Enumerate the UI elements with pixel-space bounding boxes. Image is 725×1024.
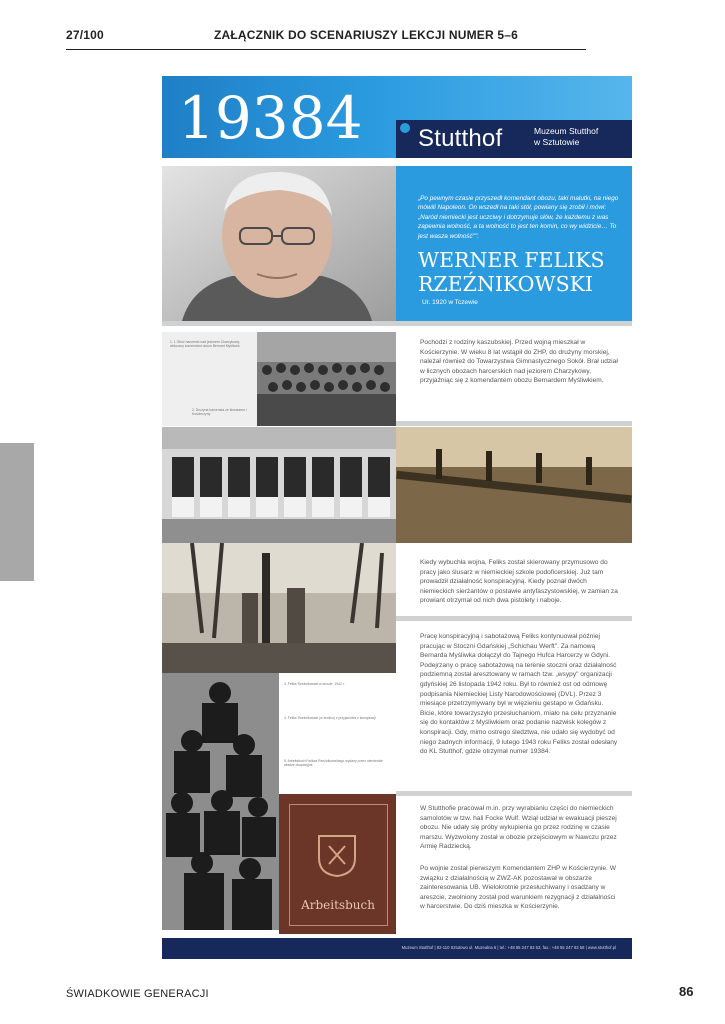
paragraph-5: Po wojnie został pierwszym Komendantem ZHP w Kościerzynie. W związku z działalnością w ZWZ-AK pozostawał w obszarze zainteresowania UB. Wielokrotnie przesłuchiwany i osadzany w areszcie, zwolniony został pod warunkiem rezygnacji z działalności w harcerstwie. Do dziś mieszka w Kościerzynie. xyxy=(420,865,616,911)
scout-group-photo xyxy=(257,332,396,426)
arbeitsbuch-image xyxy=(279,794,396,934)
caption-3: 3. Feliks Rzeźnikowski w obozie, 1942 r. xyxy=(284,682,345,686)
caption-1: 1. 1 Obóz harcerski nad jeziorem Charzykowy, widoczny komendant obozu Bernard Myśliwek xyxy=(170,340,240,349)
arbeitsbuch-title: Arbeitsbuch xyxy=(301,898,375,912)
poster-footer xyxy=(162,938,632,959)
friends-photo xyxy=(162,673,279,930)
caption-5: 5. Arbeitsbuch Feliksa Rzeźnikowskiego wydany przez niemieckie władze okupacyjne xyxy=(284,759,383,768)
divider-bar xyxy=(396,421,632,426)
logo-wordmark: Stutthof xyxy=(418,125,503,152)
paragraph-1: Pochodzi z rodziny kaszubskiej. Przed wojną mieszkał w Kościerzynie. W wieku 8 lat wstąpił do ZHP, do drużyny morskiej, należał również do Towarzystwa Gimnastycznego Sokół. Brał udział w licznych obozach harcerskich nad jeziorem Charzykowy, przyjaźniąc się z komendantem obozu Bernardem Myśliwkiem. xyxy=(420,339,618,385)
quote-text: „Po pewnym czasie przyszedł komendant obozu, taki malutki, na niego mówili Napoleon. On wszedł na taki stół, powiany się zrobił i mówi: „Naród niemiecki jest uczciwy i dotrzymuje słów, że każdemu z was zapewnia wolność, a ta wolność to jest ten komin, co wy widzicie… To jest wasza wolność"". xyxy=(418,195,619,240)
paragraph-4: W Stutthofie pracował m.in. przy wyrabianiu części do niemieckich samolotów w tzw. hali Focke Wulf. Wziął udział w ewakuacji pieszej obozu. Nie udały się próby wykupienia go przez rodzinę w czasie marszu. Wyzwolony został w obozie przejściowym w Nawczu przez Armię Radziecką. xyxy=(420,805,617,851)
logo-subtitle-line1: Muzeum Stutthof xyxy=(534,126,599,136)
publication-title: ŚWIADKOWIE GENERACJI xyxy=(66,988,209,1000)
portrait-photo xyxy=(162,166,396,321)
page-counter: 27/100 xyxy=(66,28,104,42)
logo-dot-icon xyxy=(400,123,410,133)
paragraph-3: Pracę konspiracyjną i sabotażową Feliks kontynuował później pracując w Stoczni Gdańskiej „Schichau Werft". Za namową Bernarda Myśliwka dołączył do Tajnego Hufca Harcerzy w Gdyni. Podejrzany o pracę sabotażową na terenie stoczni oraz działalność podziemną został aresztowany w ramach tzw. „wsypy" organizacji gdyńskiej 26 listopada 1942 roku. Był to również ost od odmowę podpisania Niemieckiej Listy Narodowościowej (DVL). Przez 3 miesiące przetrzymywany był w więzieniu gestapo w Gdańsku. Bicie, które towarzyszyło przesłuchaniom, miało na celu przyznanie się do kontaktów z Myśliwkiem oraz podanie nazwisk kolegów z konspiracji. Gdy, mimo ostrego śledztwa, nie udało się wydobyć od niego żadnych informacji, 9 lutego 1943 roku Feliks został odesłany do KL Stutthof, gdzie otrzymał numer 19384. xyxy=(420,633,618,756)
logo-subtitle-line2: w Sztutowie xyxy=(534,137,580,147)
lake-diving-photo xyxy=(396,427,632,543)
side-tab xyxy=(0,443,34,581)
workshop-photo xyxy=(162,543,396,673)
person-name xyxy=(418,248,628,296)
banner xyxy=(162,76,632,158)
poster xyxy=(162,76,632,959)
divider-bar xyxy=(396,791,632,796)
museum-logo xyxy=(396,120,632,158)
header-rule xyxy=(66,49,586,50)
logo-subtitle xyxy=(534,126,598,148)
quote-panel xyxy=(396,166,632,321)
caption-4: 4. Feliks Rzeźnikowski (w środku) z przyjaciółmi z konspiracji xyxy=(284,716,376,720)
divider-bar xyxy=(162,321,632,326)
birth-info: Ur. 1920 w Tczewie xyxy=(422,299,478,306)
prisoner-number: 19384 xyxy=(178,84,363,152)
paragraph-2: Kiedy wybuchła wojna, Feliks został skierowany przymusowo do pracy jako ślusarz w niemieckiej szkole podoficerskiej. Już tam prowadził działalność konspiracyjną. Kiedy poznał dwóch niemieckich sierżantów o postawie antyfaszystowskiej, w zamian za prowiant otrzymał od nich dwa pistolety i naboje. xyxy=(420,559,618,605)
caption-panel xyxy=(162,332,257,426)
document-title: ZAŁĄCZNIK DO SCENARIUSZY LEKCJI NUMER 5–6 xyxy=(214,28,519,42)
page-number: 86 xyxy=(679,984,694,999)
caption-2: 2. Drużyna harcerska ze ślusarzem i Kościerzyny xyxy=(192,408,247,417)
museum-contact: Muzeum Stutthof | 82-110 Sztutowo ul. Muzealna 6 | tel.: +48 55 247 83 53, fax.: +48 55 247 83 58 | www.stutthof.pl xyxy=(401,945,616,950)
divider-bar xyxy=(396,616,632,621)
coat-of-arms-icon xyxy=(317,834,357,878)
name-line2: RZEŹNIKOWSKI xyxy=(418,272,594,296)
sports-team-photo xyxy=(162,427,396,543)
name-line1: WERNER FELIKS xyxy=(418,248,605,272)
